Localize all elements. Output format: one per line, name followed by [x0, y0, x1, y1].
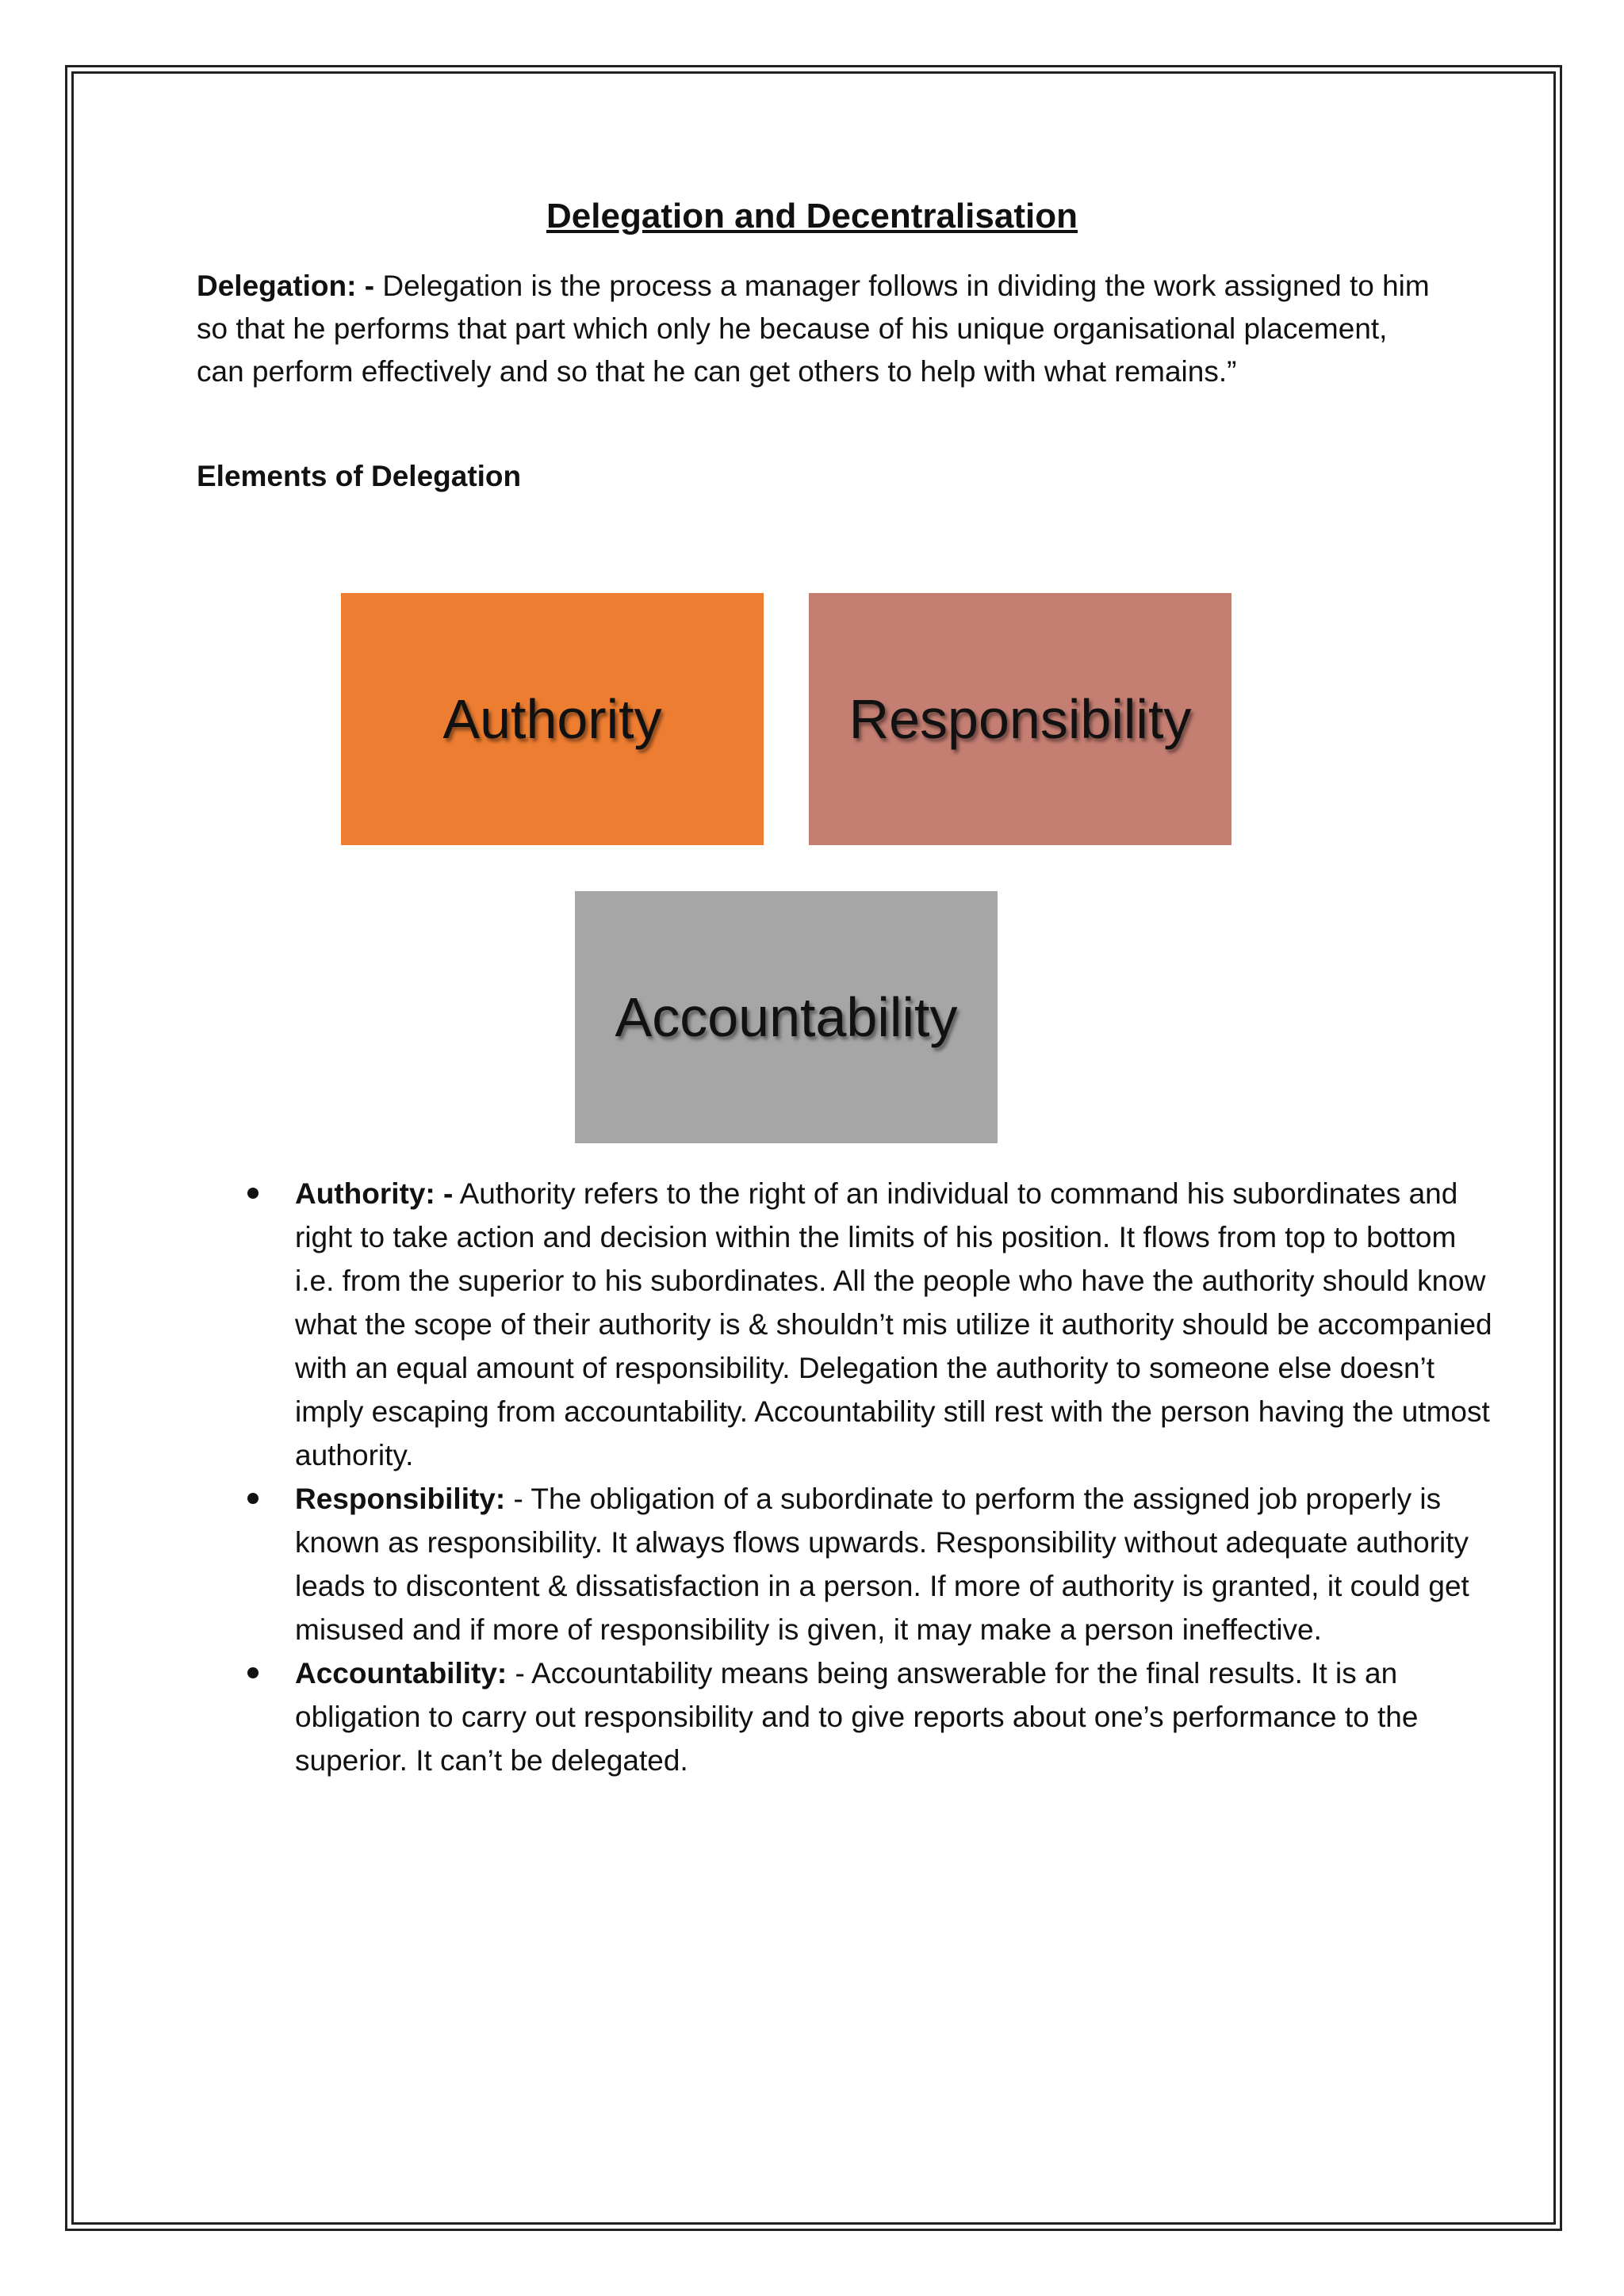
elements-bullet-list [238, 1172, 1500, 1782]
definition-text: Delegation is the process a manager follows in dividing the work assigned to him so that he performs that part which only he because of his unique organisational placement, can perform effectively and so that he can get others to help with what remains.” [197, 270, 1430, 388]
delegation-definition [197, 265, 1434, 393]
page-border-inner [71, 71, 1556, 2225]
elements-heading: Elements of Delegation [197, 460, 522, 492]
bullet-item-responsibility [295, 1477, 1500, 1651]
bullet-label-authority: Authority: - [295, 1177, 454, 1210]
page-title: Delegation and Decentralisation [546, 197, 1078, 235]
bullet-dot-icon [247, 1188, 259, 1199]
bullet-label-responsibility: Responsibility: [295, 1483, 506, 1515]
diagram-box-responsibility [809, 593, 1231, 845]
bullet-label-accountability: Accountability: [295, 1657, 508, 1689]
definition-label: Delegation: - [197, 270, 375, 302]
bullet-text-accountability: - Accountability means being answerable for the final results. It is an obligation to carry out responsibility and to give reports about one’s performance to the superior. It can’t be delegated. [295, 1657, 1419, 1777]
bullet-item-authority [295, 1172, 1500, 1477]
diagram-box-accountability-label: Accountability [615, 986, 958, 1048]
diagram-box-responsibility-label: Responsibility [848, 688, 1192, 750]
diagram-box-authority-label: Authority [442, 688, 662, 750]
bullet-dot-icon [247, 1667, 259, 1678]
diagram-box-authority [341, 593, 764, 845]
bullet-item-accountability [295, 1651, 1500, 1782]
bullet-text-responsibility: - The obligation of a subordinate to perform the assigned job properly is known as responsibility. It always flows upwards. Responsibility without adequate authority leads to discontent & dissatisfaction in a person. If more of authority is granted, it could get misused and if more of responsibility is given, it may make a person ineffective. [295, 1483, 1469, 1646]
bullet-text-authority: Authority refers to the right of an individual to command his subordinates and right to take action and decision within the limits of his position. It flows from top to bottom i.e. from the superior to his subordinates. All the people who have the authority should know what the scope of their authority is & shouldn’t mis utilize it authority should be accompanied with an equal amount of responsibility. Delegation the authority to someone else doesn’t imply escaping from accountability. Accountability still rest with the person having the utmost authority. [295, 1177, 1492, 1471]
bullet-dot-icon [247, 1493, 259, 1504]
diagram-box-accountability [575, 891, 998, 1143]
